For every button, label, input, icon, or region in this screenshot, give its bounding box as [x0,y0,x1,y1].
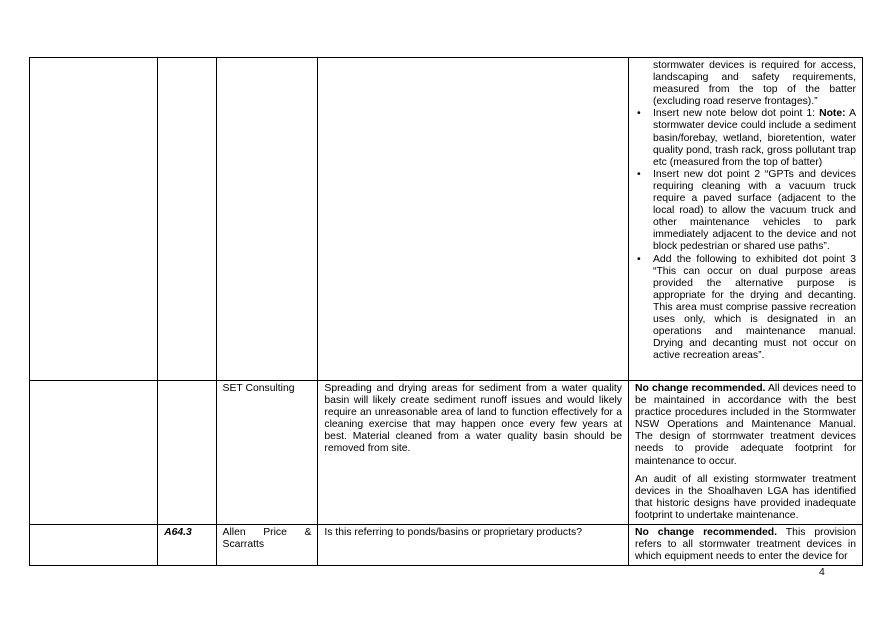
bullet-icon: • [637,253,641,265]
response-paragraph: An audit of all existing stormwater treatment devices in the Shoalhaven LGA has identified that historic designs have provided inadequate footprint to undertake maintenance. [635,473,856,521]
bullet-text: Insert new dot point 2 “GPTs and devices requiring cleaning with a vacuum truck require a paved surface (adjacent to the local road) to allow the vacuum truck and other maintenance vehicles to park immediately adjacent to the device and not block pedestrian or shared use paths”. [653,168,856,253]
response-bullet-list [635,108,856,362]
list-item [635,254,856,363]
response-continued-text: stormwater devices is required for access, landscaping and safety requirements, measured from the top of the batter (excluding road reserve frontages).” [653,60,856,108]
cell-response [629,58,863,381]
submissions-table [29,57,863,566]
recommendation-label: No change recommended. [635,527,778,539]
list-item [635,169,856,254]
cell-submitter: Allen Price & Scarratts [216,525,318,566]
cell-submitter [216,58,318,381]
response-paragraph [635,383,856,468]
cell-empty [30,525,158,566]
cell-response [629,525,863,566]
recommendation-label: No change recommended. [635,383,766,394]
bullet-bold-text: Note: [819,108,846,120]
table-row [30,525,863,566]
cell-ref: A64.3 [158,525,216,566]
response-text: This provision refers to all stormwater treatment devices in which equipment needs to enter the device for [635,527,856,563]
bullet-text: A stormwater device could include a sediment basin/forebay, wetland, bioretention, water quality pond, trash rack, gross pollutant trap etc (measured from the top of batter) [653,108,856,168]
cell-ref [158,58,216,381]
cell-ref [158,381,216,525]
cell-empty [30,58,158,381]
response-text: All devices need to be maintained in accordance with the best practice procedures included in the Stormwater NSW Operations and Maintenance Manual. The design of stormwater treatment devices needs to provide adequate footprint for maintenance to occur. [635,383,856,467]
cell-response [629,381,863,525]
cell-empty [30,381,158,525]
cell-comment [318,58,629,381]
bullet-icon: • [637,168,641,180]
table-row [30,381,863,525]
page-number: 4 [819,567,825,578]
bullet-icon: • [637,108,641,120]
cell-comment: Spreading and drying areas for sediment from a water quality basin will likely create sediment runoff issues and would likely require an unreasonable area of land to function effectively for a cleaning exercise that may happen once every few years at best. Material cleaned from a water quality basin should be removed from site. [318,381,629,525]
table-row [30,58,863,381]
cell-submitter: SET Consulting [216,381,318,525]
list-item [635,108,856,168]
cell-comment: Is this referring to ponds/basins or proprietary products? [318,525,629,566]
bullet-text: Insert new note below dot point 1: [653,108,820,120]
bullet-text: Add the following to exhibited dot point 3 “This can occur on dual purpose areas provided the alternative purpose is appropriate for the drying and decanting. This area must comprise passive recreation uses only, which is designated in an operations and maintenance manual. Drying and decanting must not occur on active recreation areas”. [653,253,856,362]
